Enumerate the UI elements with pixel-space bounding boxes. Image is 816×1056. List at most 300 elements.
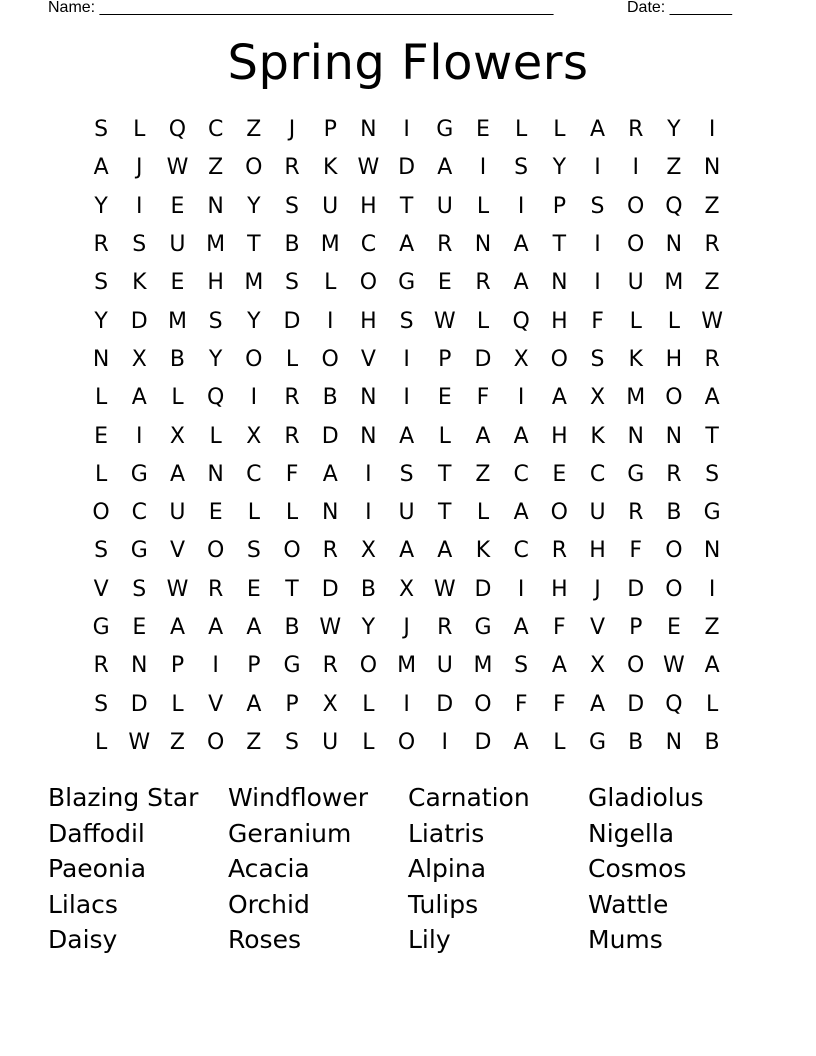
grid-letter: S: [132, 232, 147, 258]
grid-letter: O: [627, 193, 645, 219]
grid-letter: X: [169, 423, 185, 449]
grid-letter: A: [513, 615, 529, 640]
grid-letter: S: [132, 576, 147, 602]
grid-letter: V: [590, 615, 606, 640]
grid-letter: I: [708, 117, 716, 143]
grid-letter: G: [474, 615, 492, 640]
grid-letter: A: [169, 461, 185, 487]
grid-letter: S: [94, 117, 109, 143]
word-bank-item: Mums: [588, 925, 663, 954]
grid-row: [82, 264, 732, 302]
grid-letter: H: [551, 423, 568, 449]
date-field-label: Date: _______: [627, 0, 732, 16]
grid-letter: X: [322, 691, 338, 717]
word-bank-item: Wattle: [588, 889, 669, 919]
grid-letter: D: [321, 576, 339, 602]
grid-letter: S: [94, 270, 109, 296]
grid-letter: Z: [475, 461, 491, 487]
grid-letter: D: [474, 346, 492, 372]
grid-letter: L: [133, 117, 146, 143]
grid-letter: E: [246, 576, 261, 602]
word-bank-item: Cosmos: [588, 854, 687, 883]
grid-letter: S: [514, 155, 529, 181]
grid-letter: O: [665, 538, 683, 564]
grid-letter: A: [513, 270, 529, 296]
grid-letter: L: [362, 691, 375, 717]
word-bank-item: Blazing Star: [48, 783, 199, 812]
grid-letter: S: [94, 538, 109, 564]
grid-row: [82, 111, 732, 149]
grid-letter: X: [399, 576, 415, 602]
grid-letter: M: [206, 232, 226, 258]
grid-letter: T: [552, 232, 567, 258]
grid-letter: A: [704, 385, 720, 411]
grid-letter: R: [93, 232, 109, 258]
grid-letter: A: [513, 729, 529, 755]
grid-letter: I: [594, 232, 601, 258]
grid-row: [82, 226, 732, 264]
word-bank-item: Geranium: [228, 818, 352, 848]
grid-letter: R: [208, 576, 224, 602]
letter-grid: [82, 111, 732, 762]
grid-letter: D: [283, 308, 301, 334]
grid-letter: L: [476, 193, 490, 219]
grid-letter: I: [403, 385, 410, 411]
grid-letter: R: [704, 232, 720, 258]
grid-letter: R: [284, 385, 300, 411]
word-bank-item: Daffodil: [48, 818, 145, 848]
grid-letter: A: [322, 461, 338, 487]
grid-letter: A: [246, 615, 262, 640]
grid-letter: N: [131, 653, 148, 679]
grid-letter: E: [132, 615, 147, 640]
grid-letter: I: [594, 155, 601, 181]
grid-letter: I: [326, 308, 334, 334]
grid-letter: U: [169, 232, 186, 258]
grid-letter: G: [398, 270, 416, 296]
grid-letter: X: [360, 538, 376, 564]
grid-letter: I: [403, 346, 410, 372]
grid-letter: D: [474, 729, 492, 755]
grid-letter: W: [166, 155, 189, 181]
grid-row: [82, 379, 732, 417]
grid-letter: L: [285, 500, 299, 526]
grid-letter: A: [590, 691, 606, 717]
grid-letter: Y: [94, 308, 108, 334]
grid-letter: M: [397, 653, 417, 679]
grid-letter: W: [433, 576, 456, 602]
grid-letter: H: [551, 308, 568, 334]
grid-letter: D: [130, 691, 148, 717]
grid-row: [82, 609, 732, 647]
grid-letter: A: [513, 232, 529, 258]
grid-letter: V: [169, 538, 185, 564]
word-bank-item: Carnation: [408, 783, 530, 812]
grid-letter: G: [92, 615, 110, 640]
grid-letter: W: [433, 308, 456, 334]
grid-letter: Q: [665, 193, 683, 219]
word-bank-item: Roses: [228, 925, 301, 954]
grid-letter: L: [629, 308, 642, 334]
grid-letter: R: [284, 423, 300, 449]
word-bank-item: Acacia: [228, 854, 310, 883]
grid-letter: O: [206, 538, 225, 564]
grid-letter: N: [703, 155, 721, 181]
grid-letter: E: [476, 117, 490, 143]
grid-letter: Q: [665, 691, 683, 717]
grid-letter: A: [437, 155, 453, 181]
grid-letter: I: [212, 653, 219, 679]
grid-letter: W: [166, 576, 189, 602]
grid-letter: C: [513, 538, 529, 564]
grid-letter: N: [703, 538, 721, 564]
grid-letter: V: [360, 346, 376, 372]
grid-letter: K: [132, 270, 147, 296]
grid-letter: O: [206, 729, 225, 755]
grid-letter: G: [436, 117, 454, 143]
grid-letter: Y: [247, 308, 261, 334]
grid-letter: A: [551, 385, 567, 411]
grid-letter: L: [171, 691, 184, 717]
grid-letter: Z: [666, 155, 682, 181]
grid-letter: S: [399, 461, 414, 487]
grid-letter: A: [246, 691, 262, 717]
name-field-label: Name: ___________________________________________________: [48, 0, 554, 16]
grid-letter: P: [170, 653, 185, 679]
grid-letter: A: [399, 232, 415, 258]
grid-letter: M: [626, 385, 646, 411]
grid-row: [82, 188, 732, 226]
grid-letter: B: [169, 346, 186, 372]
grid-letter: I: [441, 729, 449, 755]
grid-letter: U: [322, 729, 339, 755]
grid-letter: U: [169, 500, 186, 526]
word-bank-item: Liatris: [408, 818, 485, 848]
grid-letter: U: [589, 500, 606, 526]
grid-letter: F: [285, 461, 299, 487]
grid-letter: Y: [667, 117, 681, 143]
grid-letter: P: [438, 346, 452, 372]
grid-letter: W: [357, 155, 380, 181]
grid-letter: W: [663, 653, 685, 679]
grid-letter: C: [207, 117, 224, 143]
grid-letter: N: [665, 729, 683, 755]
grid-letter: A: [590, 117, 606, 143]
grid-letter: U: [627, 270, 644, 296]
grid-letter: Y: [94, 193, 108, 219]
grid-letter: G: [283, 653, 301, 679]
word-bank-item: Alpina: [408, 854, 487, 883]
grid-letter: J: [403, 615, 410, 640]
grid-letter: L: [476, 308, 490, 334]
grid-letter: L: [285, 346, 299, 372]
grid-letter: G: [130, 538, 148, 564]
grid-letter: A: [475, 423, 491, 449]
grid-letter: O: [359, 653, 378, 679]
grid-letter: L: [362, 729, 375, 755]
grid-letter: L: [324, 270, 337, 296]
grid-letter: W: [319, 615, 342, 640]
grid-letter: S: [514, 653, 529, 679]
grid-letter: L: [247, 500, 260, 526]
grid-letter: F: [553, 691, 566, 717]
grid-letter: A: [437, 538, 453, 564]
word-bank-item: Tulips: [408, 889, 479, 919]
grid-row: [82, 571, 732, 609]
grid-letter: S: [285, 729, 300, 755]
grid-letter: I: [136, 423, 143, 449]
grid-letter: I: [250, 385, 258, 411]
grid-letter: A: [208, 615, 224, 640]
grid-letter: N: [665, 423, 683, 449]
grid-letter: O: [92, 500, 110, 526]
grid-letter: F: [514, 691, 528, 717]
grid-letter: L: [438, 423, 451, 449]
grid-letter: D: [627, 576, 645, 602]
grid-letter: B: [666, 500, 682, 526]
grid-letter: Q: [512, 308, 530, 334]
grid-letter: U: [436, 653, 453, 679]
grid-letter: I: [517, 193, 525, 219]
grid-letter: A: [93, 155, 109, 181]
grid-letter: X: [246, 423, 262, 449]
grid-letter: X: [589, 653, 606, 679]
grid-letter: L: [209, 423, 222, 449]
grid-letter: E: [437, 385, 452, 411]
grid-letter: O: [627, 653, 645, 679]
grid-letter: C: [360, 232, 377, 258]
grid-letter: A: [704, 653, 720, 679]
grid-letter: R: [475, 270, 491, 296]
grid-letter: G: [703, 500, 721, 526]
grid-letter: E: [437, 270, 452, 296]
grid-letter: R: [628, 117, 644, 143]
word-bank: [48, 780, 788, 958]
grid-letter: N: [551, 270, 568, 296]
grid-letter: S: [590, 346, 605, 372]
grid-letter: U: [398, 500, 415, 526]
grid-letter: Y: [208, 346, 223, 372]
grid-letter: C: [589, 461, 606, 487]
grid-letter: H: [207, 270, 224, 296]
grid-letter: R: [628, 500, 644, 526]
grid-letter: T: [399, 193, 414, 219]
grid-letter: E: [552, 461, 567, 487]
grid-letter: R: [284, 155, 300, 181]
grid-letter: R: [322, 653, 338, 679]
grid-letter: S: [590, 193, 605, 219]
grid-letter: O: [474, 691, 492, 717]
grid-letter: C: [131, 500, 147, 526]
grid-letter: W: [701, 308, 723, 334]
header-line: [48, 0, 732, 18]
grid-letter: Y: [247, 193, 261, 219]
grid-letter: N: [627, 423, 644, 449]
grid-letter: A: [399, 423, 415, 449]
grid-letter: A: [513, 423, 529, 449]
grid-letter: I: [632, 155, 639, 181]
grid-letter: B: [628, 729, 644, 755]
grid-letter: O: [665, 576, 683, 602]
grid-letter: S: [285, 193, 300, 219]
grid-letter: B: [284, 232, 300, 258]
grid-letter: O: [283, 538, 301, 564]
grid-letter: S: [285, 270, 300, 296]
grid-letter: Z: [704, 270, 720, 296]
grid-letter: H: [360, 193, 377, 219]
grid-letter: B: [360, 576, 376, 602]
grid-letter: N: [207, 461, 224, 487]
grid-letter: E: [170, 193, 185, 219]
grid-letter: R: [322, 538, 338, 564]
grid-letter: F: [629, 538, 643, 564]
grid-letter: I: [365, 500, 372, 526]
grid-letter: U: [322, 193, 339, 219]
grid-letter: R: [551, 538, 567, 564]
grid-letter: T: [247, 232, 261, 258]
grid-letter: W: [128, 729, 151, 755]
grid-letter: Z: [169, 729, 185, 755]
grid-letter: I: [403, 117, 410, 143]
grid-letter: B: [284, 615, 300, 640]
grid-letter: G: [589, 729, 607, 755]
grid-letter: D: [398, 155, 416, 181]
grid-letter: O: [665, 385, 683, 411]
grid-letter: X: [589, 385, 606, 411]
grid-letter: L: [94, 461, 108, 487]
grid-letter: M: [664, 270, 684, 296]
grid-letter: M: [244, 270, 264, 296]
grid-letter: D: [130, 308, 148, 334]
grid-letter: J: [136, 155, 143, 181]
grid-row: [82, 341, 732, 379]
grid-letter: O: [397, 729, 416, 755]
grid-letter: T: [705, 423, 719, 449]
grid-letter: S: [94, 691, 109, 717]
word-bank-item: Daisy: [48, 925, 118, 954]
grid-letter: I: [708, 576, 716, 602]
grid-letter: O: [245, 346, 263, 372]
grid-letter: H: [665, 346, 683, 372]
grid-letter: I: [594, 270, 601, 296]
grid-letter: O: [627, 232, 645, 258]
grid-letter: X: [131, 346, 147, 372]
grid-row: [82, 532, 732, 570]
grid-letter: U: [436, 193, 453, 219]
grid-letter: Q: [168, 117, 187, 143]
grid-letter: H: [551, 576, 568, 602]
grid-letter: N: [207, 193, 224, 219]
grid-letter: R: [666, 461, 682, 487]
word-bank-item: Lily: [408, 925, 451, 954]
grid-letter: L: [553, 729, 566, 755]
grid-letter: A: [169, 615, 185, 640]
grid-letter: L: [94, 729, 108, 755]
grid-letter: M: [167, 308, 187, 334]
grid-letter: M: [473, 653, 493, 679]
grid-letter: N: [665, 232, 683, 258]
grid-letter: A: [513, 500, 529, 526]
grid-letter: T: [438, 461, 452, 487]
grid-letter: S: [208, 308, 223, 334]
grid-letter: O: [550, 346, 568, 372]
grid-letter: K: [590, 423, 605, 449]
page-title: Spring Flowers: [227, 35, 589, 91]
grid-letter: A: [399, 538, 415, 564]
grid-letter: L: [705, 691, 719, 717]
grid-letter: Y: [552, 155, 567, 181]
grid-letter: O: [550, 500, 568, 526]
grid-row: [82, 417, 732, 455]
word-bank-item: Lilacs: [48, 889, 118, 919]
grid-row: [82, 494, 732, 532]
grid-letter: P: [323, 117, 337, 143]
grid-row: [82, 724, 732, 762]
grid-letter: E: [94, 423, 109, 449]
grid-letter: K: [628, 346, 643, 372]
grid-letter: O: [359, 270, 378, 296]
grid-letter: V: [93, 576, 109, 602]
grid-letter: D: [627, 691, 645, 717]
grid-letter: Y: [361, 615, 376, 640]
grid-letter: I: [479, 155, 487, 181]
grid-letter: N: [360, 385, 377, 411]
grid-letter: I: [517, 385, 525, 411]
grid-row: [82, 456, 732, 494]
grid-letter: I: [403, 691, 410, 717]
grid-letter: D: [436, 691, 454, 717]
grid-letter: L: [94, 385, 108, 411]
grid-letter: L: [515, 117, 528, 143]
grid-letter: M: [320, 232, 340, 258]
grid-letter: T: [285, 576, 299, 602]
grid-letter: R: [93, 653, 109, 679]
grid-row: [82, 149, 732, 187]
grid-letter: O: [321, 346, 339, 372]
grid-letter: P: [285, 691, 299, 717]
grid-letter: E: [170, 270, 185, 296]
grid-letter: Z: [704, 193, 720, 219]
grid-letter: G: [627, 461, 645, 487]
grid-letter: N: [92, 346, 110, 372]
grid-letter: I: [136, 193, 143, 219]
grid-letter: N: [360, 423, 377, 449]
grid-letter: P: [247, 653, 261, 679]
grid-letter: N: [360, 117, 377, 143]
grid-letter: F: [476, 385, 490, 411]
grid-letter: S: [246, 538, 261, 564]
grid-letter: L: [171, 385, 184, 411]
grid-letter: L: [553, 117, 566, 143]
grid-letter: R: [437, 615, 453, 640]
grid-letter: F: [591, 308, 604, 334]
grid-letter: A: [551, 653, 567, 679]
grid-letter: F: [553, 615, 566, 640]
grid-letter: K: [475, 538, 491, 564]
grid-letter: A: [131, 385, 147, 411]
grid-row: [82, 647, 732, 685]
grid-letter: J: [594, 576, 601, 602]
grid-letter: I: [517, 576, 525, 602]
word-bank-item: Windflower: [228, 783, 368, 812]
grid-letter: P: [629, 615, 643, 640]
grid-row: [82, 685, 732, 723]
grid-letter: X: [513, 346, 529, 372]
grid-letter: G: [130, 461, 148, 487]
grid-letter: Z: [704, 615, 720, 640]
grid-letter: P: [552, 193, 566, 219]
grid-letter: N: [474, 232, 492, 258]
